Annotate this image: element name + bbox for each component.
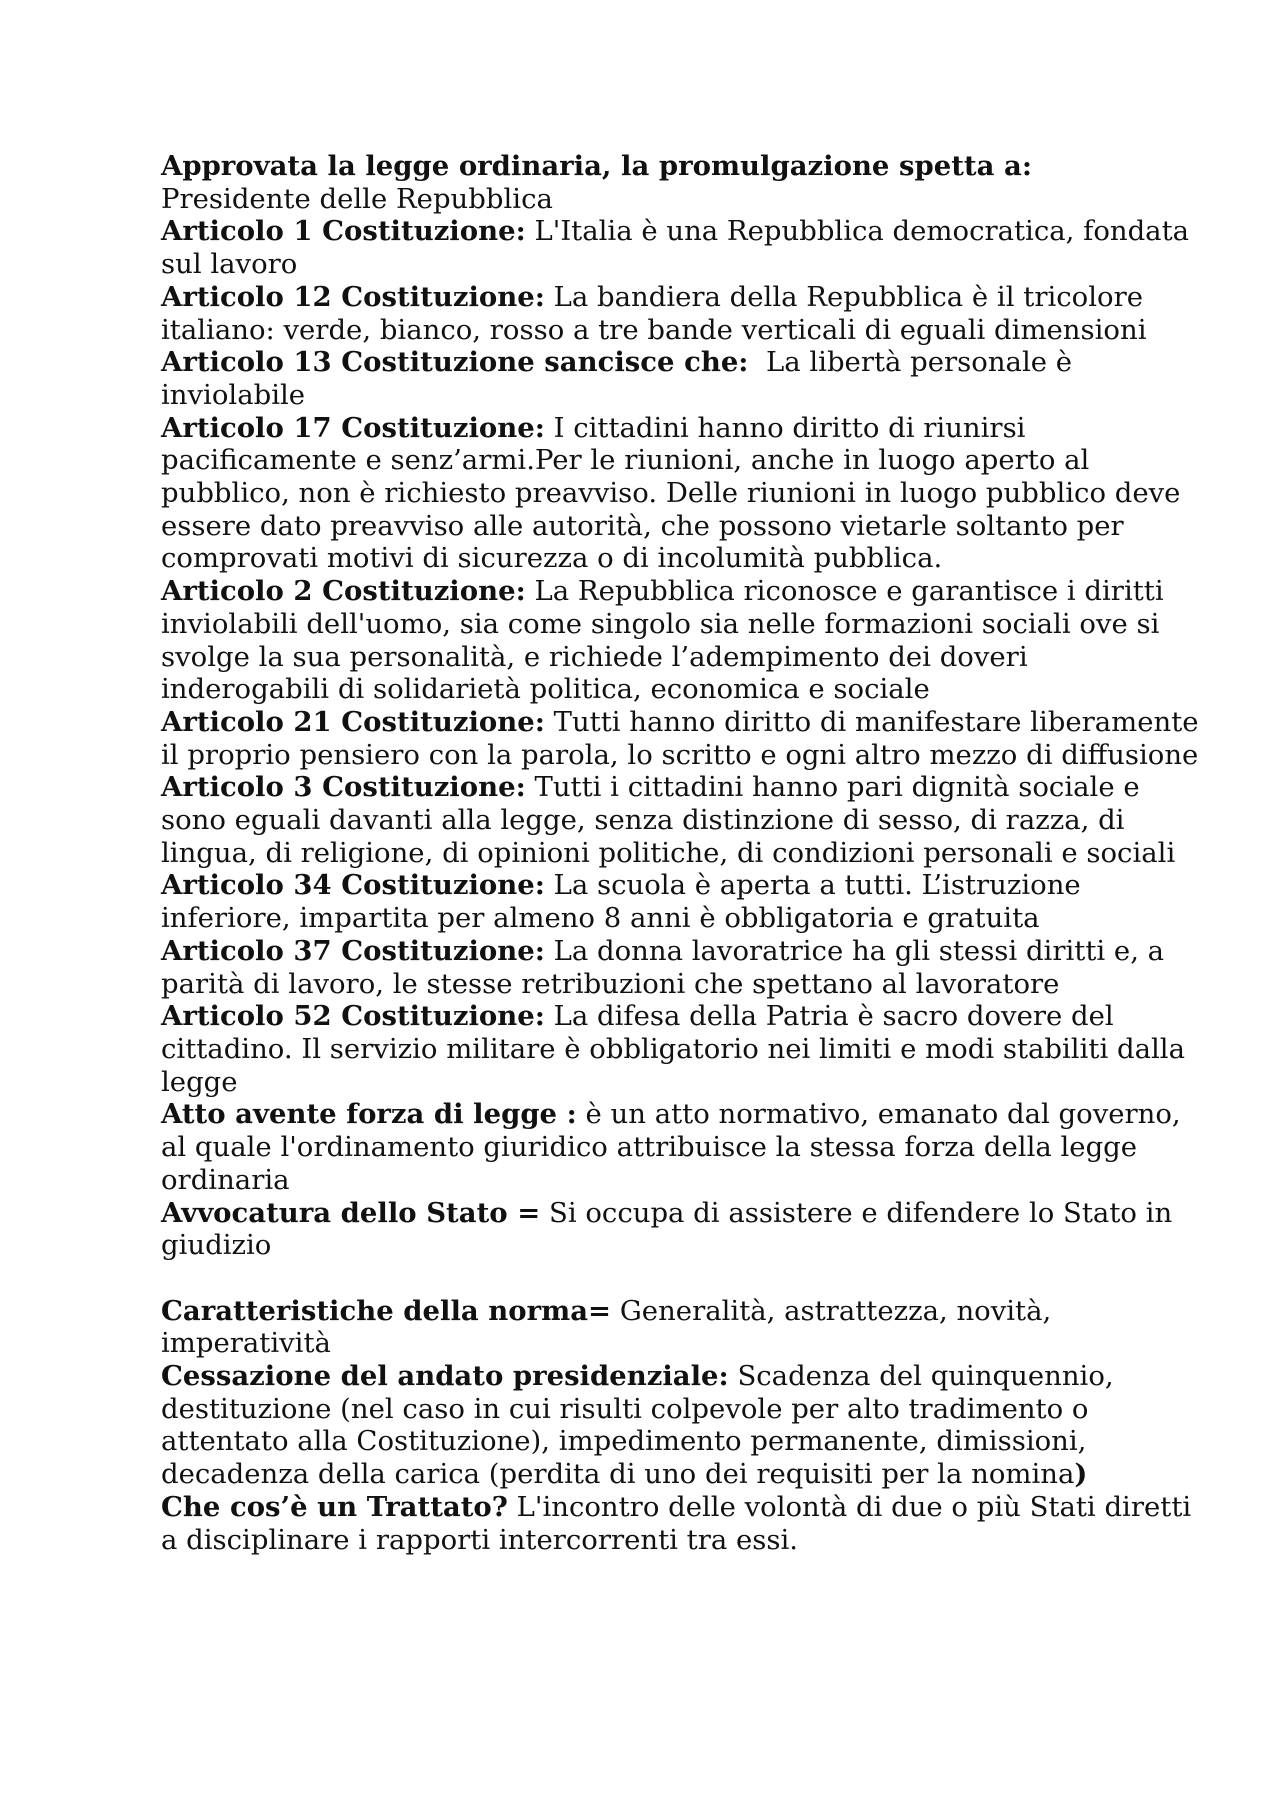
entry-term: Approvata la legge ordinaria, la promulgazione spetta a: [161,150,1032,182]
entry-cessazione-mandato [161,1360,1201,1491]
entry-text: è un atto normativo, emanato dal governo, al quale l'ordinamento giuridico attribuisce la stessa forza della legge ordinaria [161,1098,1181,1196]
entry-articolo-17 [161,412,1201,576]
entry-text: Si occupa di assistere e difendere lo Stato in giudizio [161,1196,1173,1262]
entry-articolo-34 [161,869,1201,934]
entry-term: Articolo 2 Costituzione: [161,575,526,608]
entry-term: Che cos’è un Trattato? [161,1490,508,1523]
entry-term: Caratteristiche della norma= [161,1294,612,1327]
entry-text: Presidente delle Repubblica [161,182,553,215]
entry-articolo-1 [161,215,1201,280]
entry-articolo-21 [161,706,1201,771]
entry-text: Scadenza del quinquennio, destituzione (nel caso in cui risulti colpevole per alto tradimento o attentato alla Costituzione), impedimento permanente, dimissioni, decadenza della carica (perdita di uno dei requisiti per la nomina [161,1360,1114,1491]
entry-text: I cittadini hanno diritto di riunirsi pacificamente e senz’armi.Per le riunioni, anche in luogo aperto al pubblico, non è richiesto preavviso. Delle riunioni in luogo pubblico deve essere dato preavviso alle autorità, che possono vietarle soltanto per comprovati motivi di sicurezza o di incolumità pubblica. [161,411,1181,575]
entry-text: Tutti i cittadini hanno pari dignità sociale e sono eguali davanti alla legge, senza distinzione di sesso, di razza, di lingua, di religione, di opinioni politiche, di condizioni personali e sociali [161,771,1176,869]
entry-term: Articolo 52 Costituzione: [161,1000,545,1033]
entry-term: Cessazione del andato presidenziale: [161,1360,729,1392]
entry-text: L'incontro delle volontà di due o più Stati diretti a disciplinare i rapporti intercorrenti tra essi. [161,1490,1192,1556]
entry-term: Articolo 13 Costituzione sancisce che: [161,346,749,379]
entry-term: Articolo 1 Costituzione: [161,215,526,248]
entry-text: La difesa della Patria è sacro dovere del cittadino. Il servizio militare è obbligatorio nei limiti e modi stabiliti dalla legge [161,1000,1185,1098]
entry-term: Articolo 17 Costituzione: [161,411,545,444]
entry-term: Articolo 34 Costituzione: [161,869,545,902]
entry-articolo-13 [161,346,1201,411]
entry-text: La bandiera della Repubblica è il tricolore italiano: verde, bianco, rosso a tre bande verticali di eguali dimensioni [161,280,1147,346]
entry-articolo-12 [161,281,1201,346]
closing-parenthesis: ) [1074,1458,1088,1491]
entry-text: Tutti hanno diritto di manifestare liberamente il proprio pensiero con la parola, lo scritto e ogni altro mezzo di diffusione [161,705,1199,771]
entry-term: Articolo 3 Costituzione: [161,771,526,804]
entry-text: La Repubblica riconosce e garantisce i diritti inviolabili dell'uomo, sia come singolo sia nelle formazioni sociali ove si svolge la sua personalità, e richiede l’adempimento dei doveri inderogabili di solidarietà politica, economica e sociale [161,575,1164,706]
entry-text: La libertà personale è inviolabile [161,346,1081,411]
entry-articolo-3 [161,771,1201,869]
entry-caratteristiche-norma [161,1295,1201,1360]
entry-term: Atto avente forza di legge : [161,1098,577,1131]
entry-avvocatura [161,1197,1201,1262]
entry-text: La donna lavoratrice ha gli stessi diritti e, a parità di lavoro, le stesse retribuzioni che spettano al lavoratore [161,934,1165,1000]
entry-articolo-37 [161,935,1201,1000]
document-body [161,150,1201,1556]
entry-term: Avvocatura dello Stato = [161,1196,541,1229]
entry-term: Articolo 12 Costituzione: [161,280,545,313]
entry-text: La scuola è aperta a tutti. L’istruzione inferiore, impartita per almeno 8 anni è obbligatoria e gratuita [161,869,1081,935]
entry-text: L'Italia è una Repubblica democratica, fondata sul lavoro [161,215,1190,281]
entry-articolo-52 [161,1000,1201,1098]
entry-articolo-2 [161,575,1201,706]
entry-term: Articolo 37 Costituzione: [161,934,545,967]
entry-term: Articolo 21 Costituzione: [161,705,545,738]
entry-trattato [161,1491,1201,1556]
entry-atto-avente-forza [161,1098,1201,1196]
entry-text: Generalità, astrattezza, novità, imperatività [161,1294,1052,1360]
entry-promulgazione [161,150,1201,215]
